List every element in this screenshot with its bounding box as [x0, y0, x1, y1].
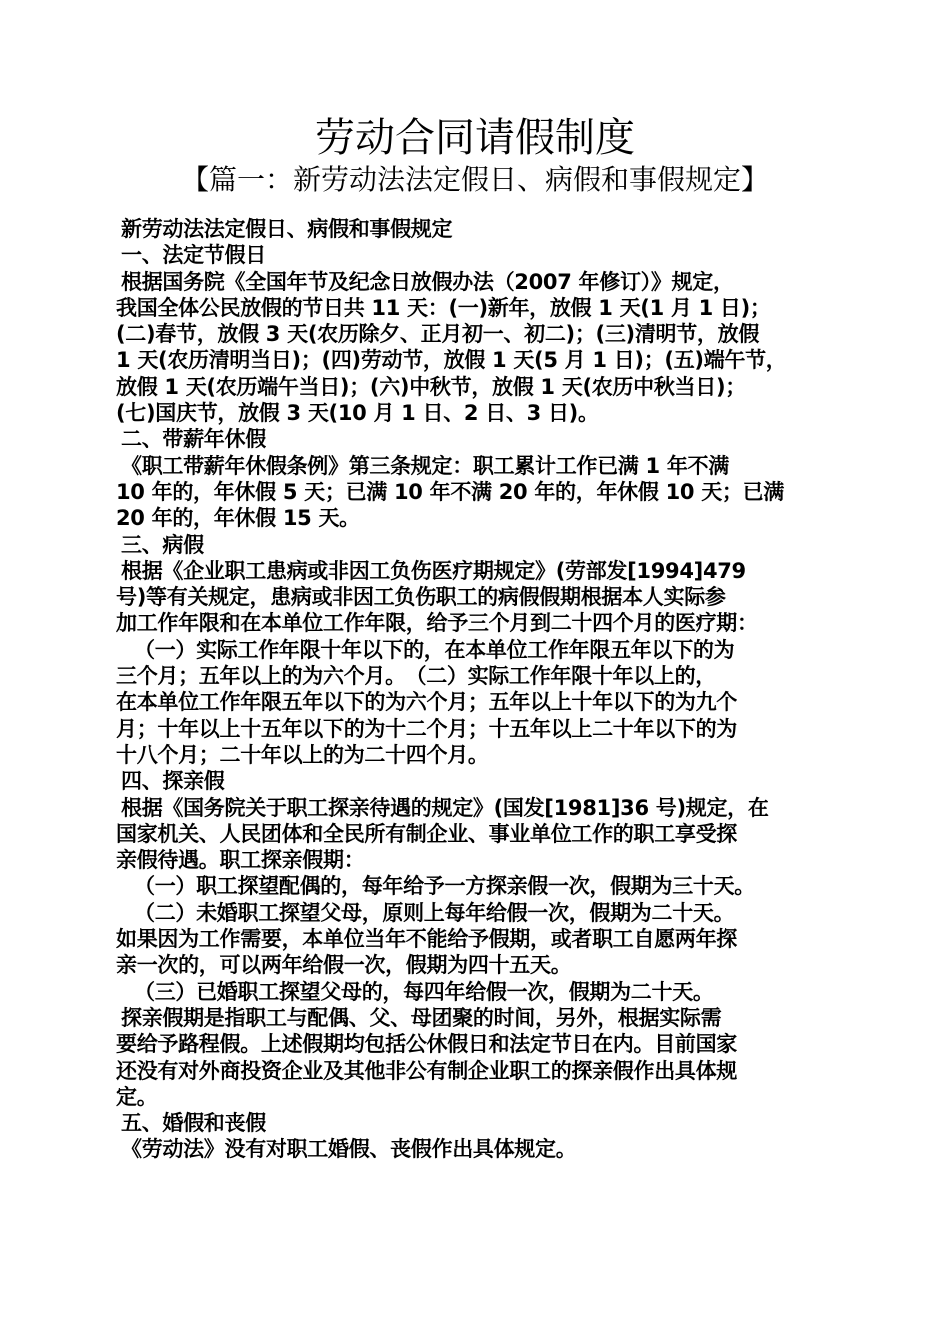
paragraph-line: 20 年的，年休假 15 天。 — [116, 506, 360, 531]
paragraph-line: 定。 — [116, 1084, 158, 1109]
paragraph-line: （一）职工探望配偶的，每年给予一方探亲假一次，假期为三十天。 — [134, 874, 755, 899]
paragraph-line: （一）实际工作年限十年以下的，在本单位工作年限五年以下的为 — [134, 637, 735, 662]
section-heading: 五、婚假和丧假 — [121, 1111, 266, 1136]
paragraph-line: 根据国务院《全国年节及纪念日放假办法（2007 年修订）》规定， — [121, 269, 734, 294]
paragraph-line: 号)等有关规定，患病或非因工负伤职工的病假假期根据本人实际参 — [116, 585, 726, 610]
section-heading: 新劳动法法定假日、病假和事假规定 — [121, 217, 453, 241]
paragraph-line: 月；十年以上十五年以下的为十二个月；十五年以上二十年以下的为 — [116, 716, 737, 741]
paragraph-line: 10 年的，年休假 5 天；已满 10 年不满 20 年的，年休假 10 天；已满 — [116, 479, 785, 504]
paragraph-line: 三个月；五年以上的为六个月。 （二）实际工作年限十年以上的， — [116, 664, 716, 689]
paragraph-line: 国家机关、人民团体和全民所有制企业、事业单位工作的职工享受探 — [116, 821, 737, 846]
section-heading: 二、带薪年休假 — [121, 427, 266, 452]
paragraph-line: 《职工带薪年休假条例》第三条规定：职工累计工作已满 1 年不满 — [121, 453, 729, 478]
paragraph-line: 十八个月；二十年以上的为二十四个月。 — [116, 742, 489, 767]
paragraph-line: 亲一次的，可以两年给假一次，假期为四十五天。 — [116, 953, 572, 978]
paragraph-line: 我国全体公民放假的节日共 11 天：(一)新年，放假 1 天(1 月 1 日)； — [116, 295, 771, 320]
document-title: 劳动合同请假制度 — [315, 115, 635, 161]
section-heading: 四、探亲假 — [121, 769, 225, 794]
paragraph-line: 根据《企业职工患病或非因工负伤医疗期规定》(劳部发[1994]479 — [121, 558, 746, 583]
paragraph-line: 探亲假期是指职工与配偶、父、母团聚的时间，另外，根据实际需 — [121, 1005, 722, 1030]
paragraph-line: (七)国庆节，放假 3 天(10 月 1 日、2 日、3 日)。 — [116, 401, 599, 426]
paragraph-line: （三）已婚职工探望父母的，每四年给假一次，假期为二十天。 — [134, 979, 714, 1004]
paragraph-line: 要给予路程假。上述假期均包括公休假日和法定节日在内。目前国家 — [116, 1032, 737, 1057]
paragraph-line: 亲假待遇。职工探亲假期： — [116, 848, 365, 873]
paragraph-line: (二)春节，放假 3 天(农历除夕、正月初一、初二)；(三)清明节，放假 — [116, 322, 760, 347]
document-subtitle: 【篇一：新劳动法法定假日、病假和事假规定】 — [180, 163, 769, 196]
document-body — [116, 216, 846, 1163]
paragraph-line: 放假 1 天(农历端午当日)；(六)中秋节，放假 1 天(农历中秋当日)； — [116, 374, 746, 399]
paragraph-line: （二）未婚职工探望父母，原则上每年给假一次，假期为二十天。 — [134, 900, 735, 925]
paragraph-line: 如果因为工作需要，本单位当年不能给予假期，或者职工自愿两年探 — [116, 927, 737, 952]
paragraph-line: 1 天(农历清明当日)；(四)劳动节，放假 1 天(5 月 1 日)；(五)端午节， — [116, 348, 787, 373]
paragraph-line: 加工作年限和在本单位工作年限，给予三个月到二十四个月的医疗期： — [116, 611, 758, 636]
paragraph-line: 根据《国务院关于职工探亲待遇的规定》(国发[1981]36 号)规定，在 — [121, 795, 769, 820]
section-heading: 一、法定节假日 — [121, 243, 266, 268]
paragraph-line: 在本单位工作年限五年以下的为六个月；五年以上十年以下的为九个 — [116, 690, 737, 715]
section-heading: 三、病假 — [121, 532, 204, 557]
paragraph-line: 《劳动法》没有对职工婚假、丧假作出具体规定。 — [121, 1137, 577, 1162]
paragraph-line: 还没有对外商投资企业及其他非公有制企业职工的探亲假作出具体规 — [116, 1058, 737, 1083]
